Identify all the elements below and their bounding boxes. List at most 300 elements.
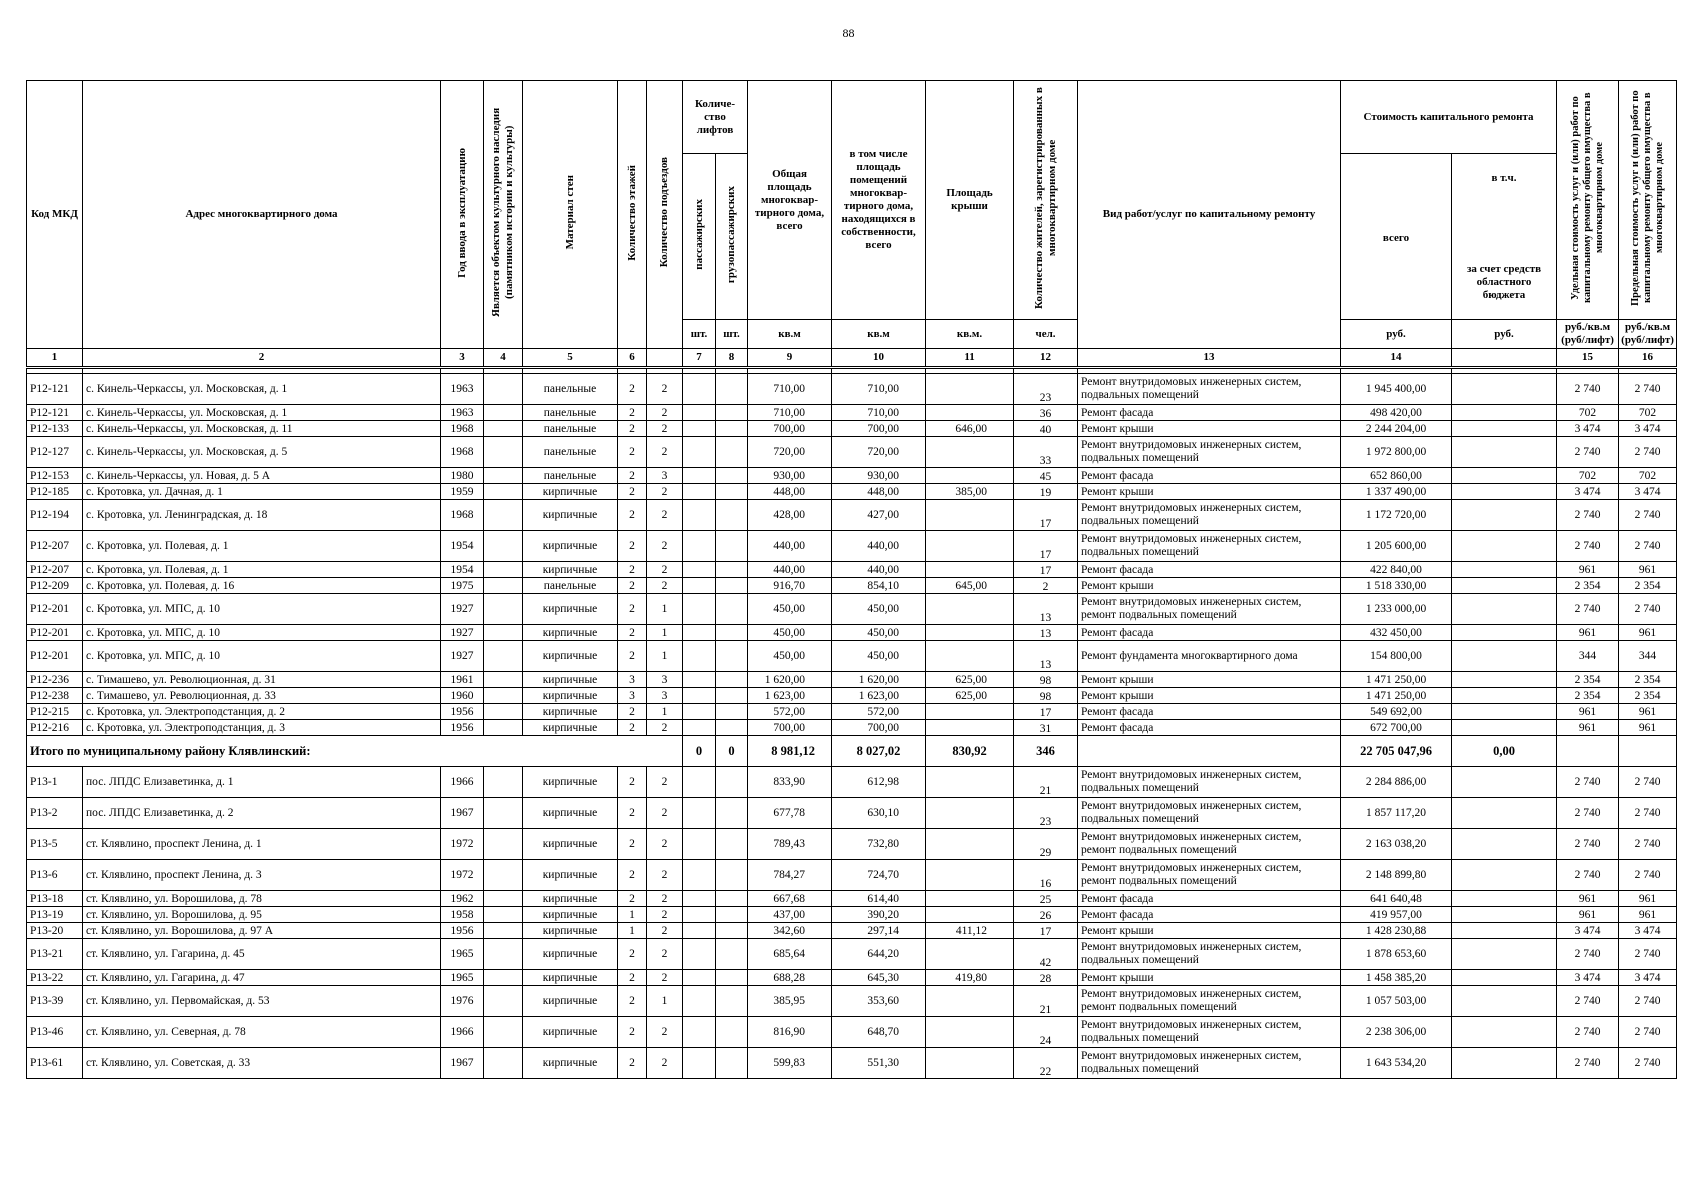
limit-cost-cell: 344 [1619, 641, 1677, 672]
regional-cell [1452, 421, 1557, 437]
table-row [27, 970, 1677, 986]
address-cell: с. Кротовка, ул. МПС, д. 10 [83, 594, 441, 625]
owned-area-cell: 551,30 [832, 1048, 926, 1079]
cost-cell: 641 640,48 [1341, 891, 1452, 907]
unit-cost-cell: 2 354 [1557, 672, 1619, 688]
entrances-cell: 2 [647, 484, 683, 500]
work-cell: Ремонт фасада [1078, 562, 1341, 578]
year-cell: 1958 [441, 907, 484, 923]
header-address: Адрес многоквартирного дома [83, 81, 441, 349]
lifts-pass-cell [683, 405, 716, 421]
column-number: 6 [618, 349, 647, 368]
limit-cost-cell: 2 740 [1619, 798, 1677, 829]
owned-area-cell: 612,98 [832, 767, 926, 798]
column-number: 16 [1619, 349, 1677, 368]
lifts-cargo-cell [716, 1017, 748, 1048]
regional-cell [1452, 860, 1557, 891]
lifts-cargo-cell [716, 798, 748, 829]
entrances-cell: 2 [647, 1048, 683, 1079]
residents-cell: 40 [1014, 421, 1078, 437]
code-cell: Р12-236 [27, 672, 83, 688]
code-cell: Р13-18 [27, 891, 83, 907]
work-cell: Ремонт внутридомовых инженерных систем, ремонт подвальных помещений [1078, 986, 1341, 1017]
page-number: 88 [842, 26, 855, 40]
unit-cost-cell: 2 740 [1557, 500, 1619, 531]
owned-area-cell: 297,14 [832, 923, 926, 939]
lifts-pass-cell [683, 641, 716, 672]
roof-area-cell [926, 767, 1014, 798]
total-area-cell: 572,00 [748, 704, 832, 720]
work-cell: Ремонт внутридомовых инженерных систем, подвальных помещений [1078, 531, 1341, 562]
lifts-cargo-cell [716, 860, 748, 891]
work-cell: Ремонт фасада [1078, 891, 1341, 907]
heritage-cell [484, 672, 523, 688]
header-owned-area: в том числе площадь помещений многоквар-тирного дома, находящихся в собственности, всего [832, 81, 926, 320]
lifts-cargo-cell [716, 829, 748, 860]
code-cell: Р13-19 [27, 907, 83, 923]
unit-cost-cell: 702 [1557, 468, 1619, 484]
floors-cell: 2 [618, 437, 647, 468]
roof-area-cell: 646,00 [926, 421, 1014, 437]
year-cell: 1954 [441, 562, 484, 578]
wall-cell: кирпичные [523, 798, 618, 829]
residents-cell: 21 [1014, 986, 1078, 1017]
limit-cost-cell: 2 354 [1619, 578, 1677, 594]
unit-cost-cell: 961 [1557, 891, 1619, 907]
total-area-cell: 448,00 [748, 484, 832, 500]
residents-cell: 28 [1014, 970, 1078, 986]
cost-cell: 1 205 600,00 [1341, 531, 1452, 562]
unit-cost-cell: 2 354 [1557, 578, 1619, 594]
column-number [647, 349, 683, 368]
table-row [27, 688, 1677, 704]
wall-cell: кирпичные [523, 767, 618, 798]
roof-area-cell [926, 1017, 1014, 1048]
lifts-pass-cell [683, 1017, 716, 1048]
code-cell: Р12-207 [27, 562, 83, 578]
floors-cell: 1 [618, 923, 647, 939]
residents-cell: 21 [1014, 767, 1078, 798]
unit-cost-cell: 2 740 [1557, 860, 1619, 891]
year-cell: 1972 [441, 860, 484, 891]
owned-area-cell: 644,20 [832, 939, 926, 970]
regional-cell [1452, 500, 1557, 531]
header-work: Вид работ/услуг по капитальному ремонту [1078, 81, 1341, 349]
code-cell: Р13-61 [27, 1048, 83, 1079]
limit-cost-cell: 2 740 [1619, 531, 1677, 562]
lifts-cargo-cell [716, 468, 748, 484]
table-row [27, 578, 1677, 594]
entrances-cell: 2 [647, 437, 683, 468]
wall-cell: кирпичные [523, 641, 618, 672]
work-cell: Ремонт крыши [1078, 421, 1341, 437]
code-cell: Р13-1 [27, 767, 83, 798]
work-cell: Ремонт крыши [1078, 578, 1341, 594]
heritage-cell [484, 939, 523, 970]
work-cell: Ремонт внутридомовых инженерных систем, ремонт подвальных помещений [1078, 829, 1341, 860]
heritage-cell [484, 484, 523, 500]
entrances-cell: 3 [647, 468, 683, 484]
residents-cell: 16 [1014, 860, 1078, 891]
roof-area-cell [926, 907, 1014, 923]
limit-cost-cell: 3 474 [1619, 923, 1677, 939]
lifts-cargo-cell [716, 484, 748, 500]
unit-roof-area: кв.м. [926, 320, 1014, 349]
work-cell: Ремонт фасада [1078, 405, 1341, 421]
entrances-cell: 2 [647, 531, 683, 562]
year-cell: 1927 [441, 594, 484, 625]
lifts-pass-cell [683, 860, 716, 891]
total-area-cell: 700,00 [748, 421, 832, 437]
total-area-cell: 428,00 [748, 500, 832, 531]
regional-cell [1452, 672, 1557, 688]
owned-area-cell: 448,00 [832, 484, 926, 500]
heritage-cell [484, 986, 523, 1017]
address-cell: ст. Клявлино, ул. Гагарина, д. 47 [83, 970, 441, 986]
year-cell: 1965 [441, 970, 484, 986]
total-area-cell: 930,00 [748, 468, 832, 484]
roof-area-cell [926, 860, 1014, 891]
heritage-cell [484, 468, 523, 484]
header-limit-cost: Предельная стоимость услуг и (или) работ по капитальному ремонту общего имущества в многоквартирном доме [1619, 81, 1677, 320]
limit-cost-cell: 2 740 [1619, 986, 1677, 1017]
cost-cell: 1 471 250,00 [1341, 688, 1452, 704]
wall-cell: панельные [523, 421, 618, 437]
wall-cell: панельные [523, 405, 618, 421]
code-cell: Р13-6 [27, 860, 83, 891]
header-cost-incl-cell [1452, 154, 1557, 320]
cost-cell: 1 878 653,60 [1341, 939, 1452, 970]
total-area-cell: 1 620,00 [748, 672, 832, 688]
cost-cell: 1 337 490,00 [1341, 484, 1452, 500]
address-cell: с. Кротовка, ул. МПС, д. 10 [83, 641, 441, 672]
roof-area-cell [926, 891, 1014, 907]
code-cell: Р13-2 [27, 798, 83, 829]
subtotal-unit [1557, 736, 1619, 767]
floors-cell: 2 [618, 641, 647, 672]
year-cell: 1972 [441, 829, 484, 860]
cost-cell: 1 972 800,00 [1341, 437, 1452, 468]
limit-cost-cell: 702 [1619, 405, 1677, 421]
wall-cell: кирпичные [523, 860, 618, 891]
cost-cell: 1 172 720,00 [1341, 500, 1452, 531]
entrances-cell: 2 [647, 1017, 683, 1048]
limit-cost-cell: 3 474 [1619, 421, 1677, 437]
regional-cell [1452, 484, 1557, 500]
year-cell: 1962 [441, 891, 484, 907]
total-area-cell: 833,90 [748, 767, 832, 798]
wall-cell: кирпичные [523, 594, 618, 625]
table-body [27, 368, 1677, 1079]
code-cell: Р13-39 [27, 986, 83, 1017]
heritage-cell [484, 1017, 523, 1048]
floors-cell: 2 [618, 562, 647, 578]
floors-cell: 2 [618, 767, 647, 798]
table-row [27, 641, 1677, 672]
limit-cost-cell: 961 [1619, 562, 1677, 578]
subtotal-owned-area: 8 027,02 [832, 736, 926, 767]
year-cell: 1961 [441, 672, 484, 688]
table-row [27, 798, 1677, 829]
header-cost-total: всего [1341, 154, 1452, 320]
year-cell: 1956 [441, 720, 484, 736]
floors-cell: 2 [618, 860, 647, 891]
limit-cost-cell: 2 740 [1619, 1017, 1677, 1048]
header-residents: Количество жителей, зарегистрированных в многоквартирном доме [1014, 81, 1078, 320]
lifts-pass-cell [683, 374, 716, 405]
roof-area-cell [926, 594, 1014, 625]
address-cell: пос. ЛПДС Елизаветинка, д. 2 [83, 798, 441, 829]
column-number: 1 [27, 349, 83, 368]
floors-cell: 2 [618, 798, 647, 829]
table-row [27, 484, 1677, 500]
total-area-cell: 688,28 [748, 970, 832, 986]
header-total-area: Общая площадь многоквар-тирного дома, всего [748, 81, 832, 320]
unit-cost-cell: 2 740 [1557, 939, 1619, 970]
limit-cost-cell: 2 740 [1619, 594, 1677, 625]
total-area-cell: 450,00 [748, 641, 832, 672]
code-cell: Р12-121 [27, 374, 83, 405]
owned-area-cell: 450,00 [832, 625, 926, 641]
table-row [27, 986, 1677, 1017]
lifts-cargo-cell [716, 688, 748, 704]
header-heritage: Является объектом культурного наследия (памятником истории и культуры) [484, 81, 523, 349]
total-area-cell: 599,83 [748, 1048, 832, 1079]
unit-unit-cost: руб./кв.м (руб/лифт) [1557, 320, 1619, 349]
column-number: 15 [1557, 349, 1619, 368]
roof-area-cell: 625,00 [926, 688, 1014, 704]
address-cell: с. Кинель-Черкассы, ул. Московская, д. 11 [83, 421, 441, 437]
lifts-cargo-cell [716, 374, 748, 405]
subtotal-roof-area: 830,92 [926, 736, 1014, 767]
unit-cost-cell: 2 740 [1557, 829, 1619, 860]
table-row [27, 421, 1677, 437]
cost-cell: 498 420,00 [1341, 405, 1452, 421]
address-cell: с. Тимашево, ул. Революционная, д. 31 [83, 672, 441, 688]
lifts-pass-cell [683, 1048, 716, 1079]
residents-cell: 13 [1014, 641, 1078, 672]
heritage-cell [484, 421, 523, 437]
subtotal-label: Итого по муниципальному району Клявлинский: [27, 736, 683, 767]
total-area-cell: 784,27 [748, 860, 832, 891]
wall-cell: кирпичные [523, 484, 618, 500]
address-cell: ст. Клявлино, проспект Ленина, д. 1 [83, 829, 441, 860]
address-cell: ст. Клявлино, ул. Ворошилова, д. 78 [83, 891, 441, 907]
unit-cost-cell: 3 474 [1557, 421, 1619, 437]
work-cell: Ремонт фасада [1078, 720, 1341, 736]
entrances-cell: 1 [647, 625, 683, 641]
code-cell: Р12-185 [27, 484, 83, 500]
total-area-cell: 437,00 [748, 907, 832, 923]
limit-cost-cell: 961 [1619, 704, 1677, 720]
lifts-cargo-cell [716, 986, 748, 1017]
floors-cell: 2 [618, 625, 647, 641]
address-cell: с. Тимашево, ул. Революционная, д. 33 [83, 688, 441, 704]
table-row [27, 374, 1677, 405]
roof-area-cell [926, 374, 1014, 405]
code-cell: Р12-121 [27, 405, 83, 421]
heritage-cell [484, 374, 523, 405]
address-cell: с. Кротовка, ул. Дачная, д. 1 [83, 484, 441, 500]
entrances-cell: 3 [647, 688, 683, 704]
lifts-cargo-cell [716, 578, 748, 594]
lifts-cargo-cell [716, 923, 748, 939]
wall-cell: панельные [523, 437, 618, 468]
lifts-pass-cell [683, 891, 716, 907]
entrances-cell: 2 [647, 798, 683, 829]
year-cell: 1959 [441, 484, 484, 500]
column-number: 3 [441, 349, 484, 368]
floors-cell: 2 [618, 704, 647, 720]
cost-cell: 2 244 204,00 [1341, 421, 1452, 437]
heritage-cell [484, 578, 523, 594]
unit-cost-cell: 3 474 [1557, 484, 1619, 500]
owned-area-cell: 390,20 [832, 907, 926, 923]
header-floors: Количество этажей [618, 81, 647, 349]
limit-cost-cell: 2 740 [1619, 437, 1677, 468]
floors-cell: 2 [618, 829, 647, 860]
heritage-cell [484, 923, 523, 939]
cost-cell: 1 945 400,00 [1341, 374, 1452, 405]
owned-area-cell: 700,00 [832, 421, 926, 437]
column-number: 12 [1014, 349, 1078, 368]
limit-cost-cell: 961 [1619, 625, 1677, 641]
subtotal-residents: 346 [1014, 736, 1078, 767]
year-cell: 1927 [441, 641, 484, 672]
lifts-pass-cell [683, 421, 716, 437]
total-area-cell: 342,60 [748, 923, 832, 939]
owned-area-cell: 440,00 [832, 562, 926, 578]
unit-cost-cell: 2 740 [1557, 374, 1619, 405]
year-cell: 1968 [441, 437, 484, 468]
unit-cost-cell: 2 740 [1557, 798, 1619, 829]
wall-cell: кирпичные [523, 939, 618, 970]
regional-cell [1452, 1048, 1557, 1079]
table-row [27, 923, 1677, 939]
roof-area-cell [926, 500, 1014, 531]
column-number: 7 [683, 349, 716, 368]
wall-cell: кирпичные [523, 1017, 618, 1048]
lifts-pass-cell [683, 500, 716, 531]
floors-cell: 2 [618, 970, 647, 986]
code-cell: Р12-209 [27, 578, 83, 594]
heritage-cell [484, 531, 523, 562]
owned-area-cell: 630,10 [832, 798, 926, 829]
total-area-cell: 677,78 [748, 798, 832, 829]
table-row [27, 860, 1677, 891]
heritage-cell [484, 625, 523, 641]
entrances-cell: 2 [647, 720, 683, 736]
address-cell: с. Кротовка, ул. Полевая, д. 1 [83, 562, 441, 578]
column-number: 5 [523, 349, 618, 368]
limit-cost-cell: 3 474 [1619, 970, 1677, 986]
address-cell: пос. ЛПДС Елизаветинка, д. 1 [83, 767, 441, 798]
limit-cost-cell: 2 740 [1619, 767, 1677, 798]
wall-cell: кирпичные [523, 500, 618, 531]
table-row [27, 672, 1677, 688]
limit-cost-cell: 2 740 [1619, 374, 1677, 405]
header-lifts-pass: пассажирских [683, 154, 716, 320]
total-area-cell: 720,00 [748, 437, 832, 468]
roof-area-cell: 411,12 [926, 923, 1014, 939]
wall-cell: кирпичные [523, 672, 618, 688]
lifts-pass-cell [683, 704, 716, 720]
unit-cost-total: руб. [1341, 320, 1452, 349]
floors-cell: 2 [618, 421, 647, 437]
wall-cell: кирпичные [523, 562, 618, 578]
total-area-cell: 710,00 [748, 405, 832, 421]
cost-cell: 1 233 000,00 [1341, 594, 1452, 625]
header-wall: Материал стен [523, 81, 618, 349]
roof-area-cell [926, 704, 1014, 720]
year-cell: 1960 [441, 688, 484, 704]
cost-cell: 432 450,00 [1341, 625, 1452, 641]
entrances-cell: 2 [647, 907, 683, 923]
column-number [1452, 349, 1557, 368]
code-cell: Р12-207 [27, 531, 83, 562]
repair-register-table [26, 80, 1677, 1079]
lifts-pass-cell [683, 484, 716, 500]
residents-cell: 45 [1014, 468, 1078, 484]
total-area-cell: 710,00 [748, 374, 832, 405]
wall-cell: кирпичные [523, 829, 618, 860]
table-row [27, 704, 1677, 720]
work-cell: Ремонт внутридомовых инженерных систем, ремонт подвальных помещений [1078, 594, 1341, 625]
wall-cell: панельные [523, 578, 618, 594]
floors-cell: 2 [618, 468, 647, 484]
column-number: 4 [484, 349, 523, 368]
cost-cell: 2 163 038,20 [1341, 829, 1452, 860]
year-cell: 1956 [441, 923, 484, 939]
unit-total-area: кв.м [748, 320, 832, 349]
year-cell: 1965 [441, 939, 484, 970]
roof-area-cell [926, 437, 1014, 468]
owned-area-cell: 440,00 [832, 531, 926, 562]
table-row [27, 1017, 1677, 1048]
entrances-cell: 2 [647, 860, 683, 891]
code-cell: Р13-21 [27, 939, 83, 970]
unit-cost-cell: 2 740 [1557, 594, 1619, 625]
entrances-cell: 2 [647, 829, 683, 860]
limit-cost-cell: 2 740 [1619, 1048, 1677, 1079]
table-row [27, 907, 1677, 923]
unit-cost-cell: 2 354 [1557, 688, 1619, 704]
floors-cell: 3 [618, 672, 647, 688]
owned-area-cell: 1 620,00 [832, 672, 926, 688]
owned-area-cell: 700,00 [832, 720, 926, 736]
regional-cell [1452, 767, 1557, 798]
unit-cost-cell: 3 474 [1557, 970, 1619, 986]
header-roof-area: Площадь крыши [926, 81, 1014, 320]
heritage-cell [484, 829, 523, 860]
lifts-pass-cell [683, 720, 716, 736]
heritage-cell [484, 688, 523, 704]
wall-cell: кирпичные [523, 970, 618, 986]
lifts-cargo-cell [716, 531, 748, 562]
entrances-cell: 2 [647, 374, 683, 405]
year-cell: 1966 [441, 1017, 484, 1048]
roof-area-cell [926, 468, 1014, 484]
lifts-cargo-cell [716, 1048, 748, 1079]
work-cell: Ремонт фасада [1078, 704, 1341, 720]
unit-owned-area: кв.м [832, 320, 926, 349]
wall-cell: кирпичные [523, 907, 618, 923]
lifts-pass-cell [683, 578, 716, 594]
floors-cell: 2 [618, 484, 647, 500]
floors-cell: 2 [618, 1017, 647, 1048]
cost-cell: 1 428 230,88 [1341, 923, 1452, 939]
owned-area-cell: 572,00 [832, 704, 926, 720]
